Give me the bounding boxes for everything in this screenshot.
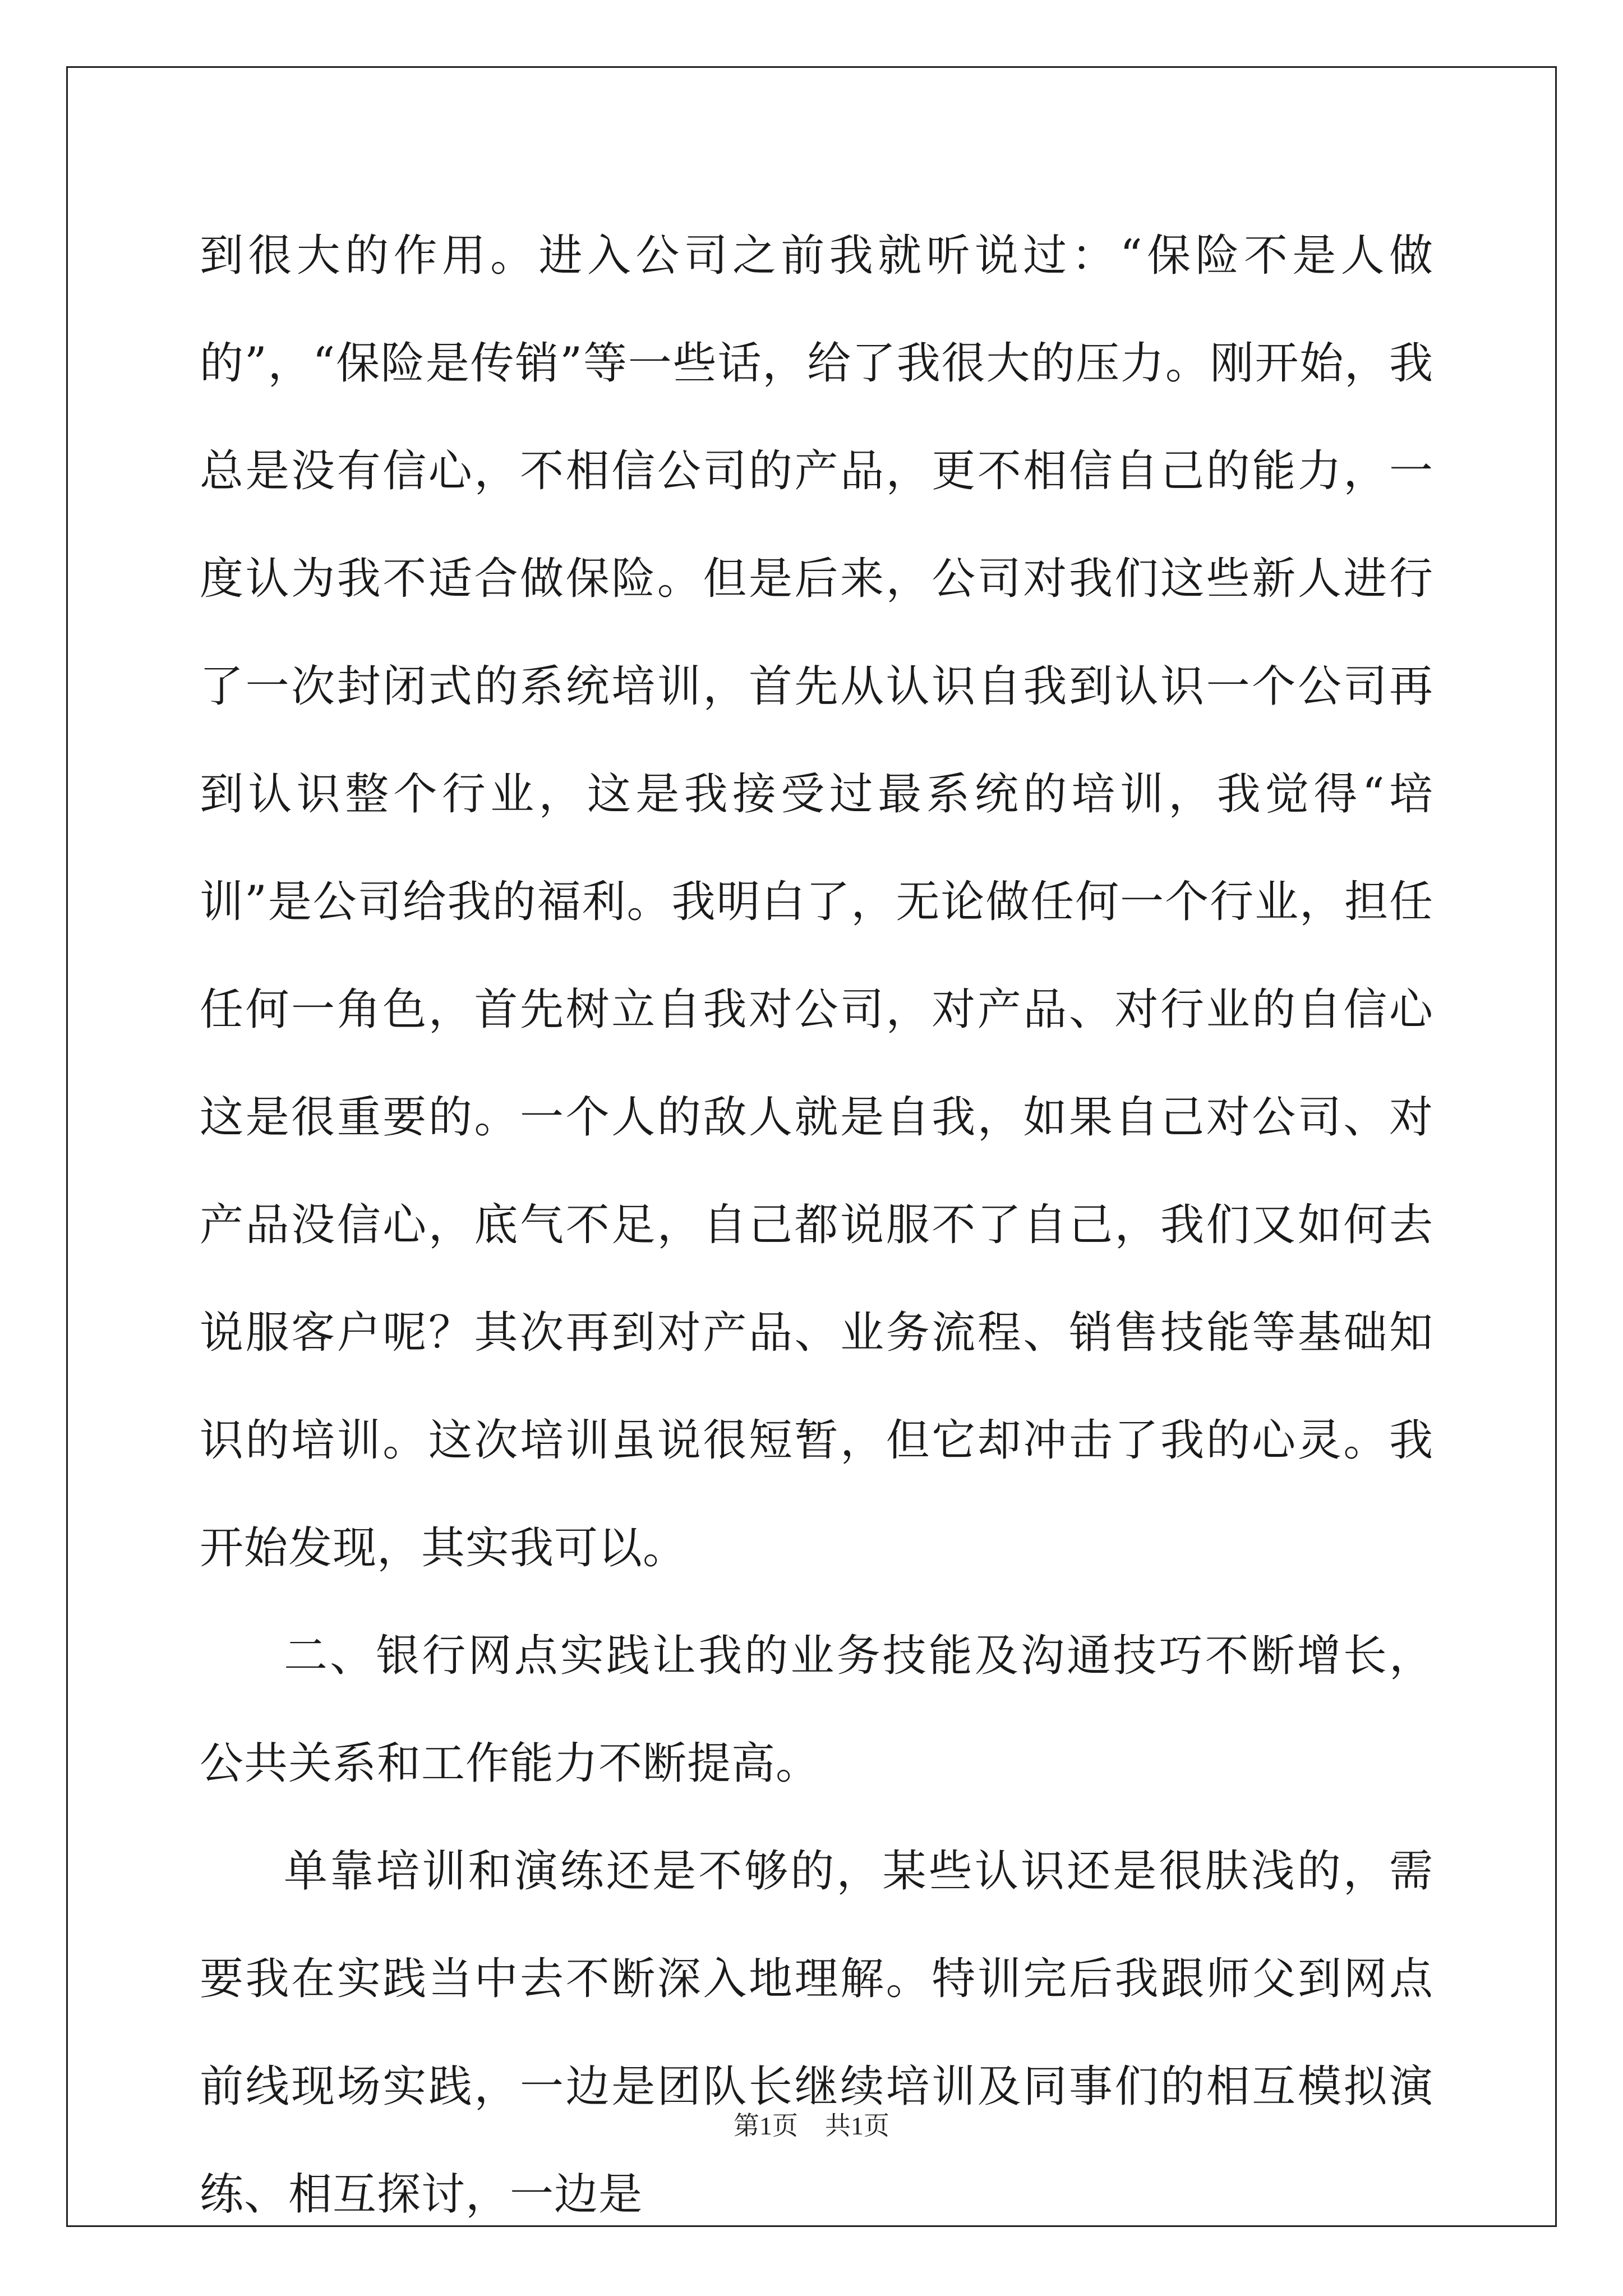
paragraph-2-heading: 二、银行网点实践让我的业务技能及沟通技巧不断增长，公共关系和工作能力不断提高。 [200,1631,1433,1789]
page-footer [0,2109,1623,2143]
document-body [200,202,1433,2248]
paragraph-1: 到很大的作用。进入公司之前我就听说过：“保险不是人做的”，“保险是传销”等一些话，给了我很大的压力。刚开始，我总是没有信心，不相信公司的产品，更不相信自己的能力，一度认为我不适合做保险。但是后来，公司对我们这些新人进行了一次封闭式的系统培训，首先从认识自我到认识一个公司再到认识整个行业，这是我接受过最系统的培训，我觉得“培训”是公司给我的福利。我明白了，无论做任何一个行业，担任任何一角色，首先树立自我对公司，对产品、对行业的自信心这是很重要的。一个人的敌人就是自我，如果自己对公司、对产品没信心，底气不足，自己都说服不了自己，我们又如何去说服客户呢？其次再到对产品、业务流程、销售技能等基础知识的培训。这次培训虽说很短暂，但它却冲击了我的心灵。我开始发现，其实我可以。 [200,231,1433,1573]
page-total: 共1页 [825,2111,889,2140]
paragraph-3: 单靠培训和演练还是不够的，某些认识还是很肤浅的，需要我在实践当中去不断深入地理解。特训完后我跟师父到网点前线现场实践，一边是团队长继续培训及同事们的相互模拟演练、相互探讨，一边是 [200,1846,1433,2220]
page-number: 第1页 [734,2111,798,2140]
